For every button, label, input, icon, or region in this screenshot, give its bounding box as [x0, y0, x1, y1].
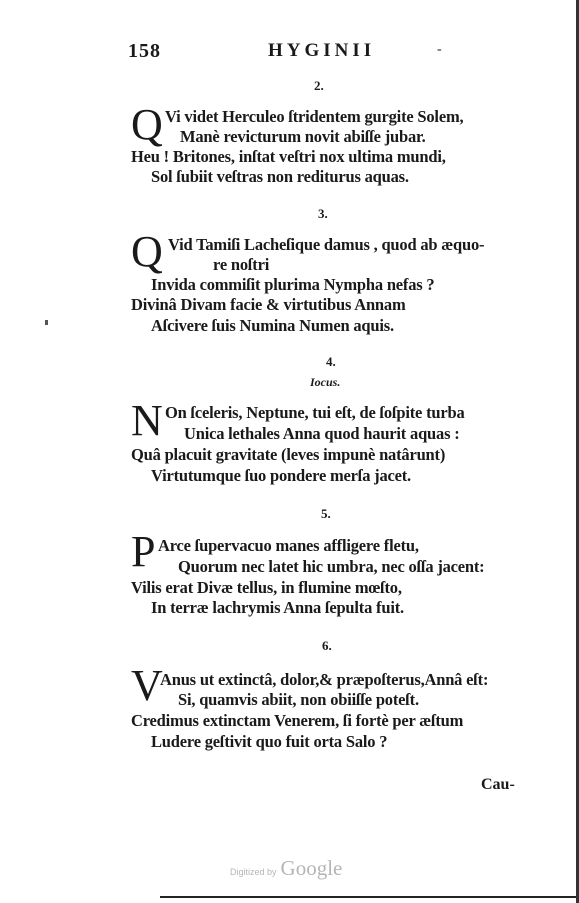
- page-header: [0, 40, 579, 66]
- verse-line: Credimus extinctam Venerem, ſi fortè per æſtum: [131, 711, 464, 730]
- verse-line: Divinâ Divam facie & virtutibus Annam: [131, 295, 406, 314]
- drop-cap: Q: [131, 227, 163, 276]
- verse-line: Anus ut extinctâ, dolor,& præpoſterus,Annâ eſt:: [160, 670, 489, 689]
- verse-line: Vi videt Herculeo ſtridentem gurgite Solem,: [165, 107, 464, 126]
- verse-line: Invida commiſit plurima Nympha nefas ?: [151, 275, 435, 294]
- verse-line: Heu ! Britones, inſtat veſtri nox ultima mundi,: [131, 147, 446, 166]
- header-mark: -: [437, 42, 442, 57]
- digitized-by-google-watermark: [230, 856, 342, 881]
- poem-number: 5.: [321, 506, 331, 521]
- drop-cap: P: [131, 527, 156, 576]
- verse-line: Manè revicturum novit abiſſe jubar.: [180, 127, 426, 146]
- verse-line: Unica lethales Anna quod haurit aquas :: [184, 424, 460, 443]
- page-number: 158: [128, 40, 161, 62]
- verse-line: Si, quamvis abiit, non obiiſſe poteſt.: [178, 690, 419, 709]
- drop-cap: V: [131, 661, 163, 710]
- page-bottom-edge: [160, 896, 579, 898]
- drop-cap: N: [131, 396, 163, 445]
- verse-line: Quâ placuit gravitate (leves impunè natârunt): [131, 445, 446, 464]
- poem-number: 4.: [326, 354, 336, 369]
- running-head: HYGINII: [268, 40, 376, 61]
- google-logo: Google: [280, 856, 343, 880]
- verse-line: Virtutumque ſuo pondere merſa jacet.: [151, 466, 411, 485]
- watermark-prefix: Digitized by: [230, 867, 277, 877]
- verse-line: Ludere geſtivit quo fuit orta Salo ?: [151, 732, 388, 751]
- poem-number: 3.: [318, 206, 328, 221]
- verse-line: Quorum nec latet hic umbra, nec oſſa jacent:: [178, 557, 485, 576]
- verse-line: Arce ſupervacuo manes affligere fletu,: [158, 536, 419, 555]
- verse-line: In terræ lachrymis Anna ſepulta fuit.: [151, 598, 404, 617]
- verse-line: On ſceleris, Neptune, tui eſt, de ſoſpite turba: [165, 403, 465, 422]
- verse-line: Vid Tamiſi Lacheſique damus , quod ab æquo-: [168, 235, 485, 254]
- verse-line: Sol ſubiit veſtras non rediturus aquas.: [151, 167, 409, 186]
- poem-number: 2.: [314, 78, 324, 93]
- catchword: Cau-: [481, 776, 515, 793]
- verse-line: re noſtri: [213, 255, 270, 274]
- verse-line: Aſcivere ſuis Numina Numen aquis.: [151, 316, 394, 335]
- drop-cap: Q: [131, 100, 163, 149]
- poem-number: 6.: [322, 638, 332, 653]
- margin-mark: [45, 320, 48, 325]
- verse-line: Vilis erat Divæ tellus, in flumine mœſto,: [131, 578, 402, 597]
- poem-subheading: Iocus.: [310, 375, 341, 389]
